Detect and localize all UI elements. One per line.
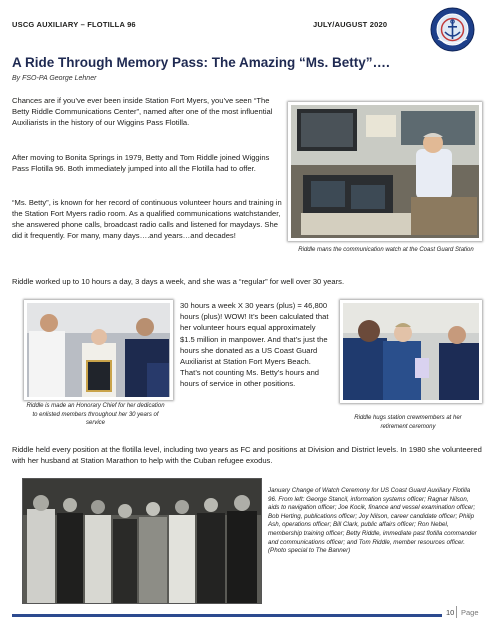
- photo-change-of-watch-group: [22, 478, 262, 604]
- photo-retirement-hug: [340, 300, 482, 403]
- footer-page-label: Page: [461, 608, 479, 617]
- footer-rule: [12, 614, 442, 617]
- article-paragraph-4: Riddle worked up to 10 hours a day, 3 days a week, and she was a “regular” for well over 30 years.: [12, 277, 345, 286]
- article-paragraph-6: Riddle held every position at the flotilla level, including two years as FC and positions at Division and District levels. In 1980 she volunteered with her husband at Station Marathon to help with the Cuban refugee exodus.: [12, 445, 482, 465]
- flotilla-seal-icon: [430, 7, 475, 52]
- photo-honorary-chief: [24, 300, 173, 400]
- caption-radio-room: Riddle mans the communication watch at the Coast Guard Station: [298, 247, 474, 253]
- photo-radio-room: [288, 102, 482, 241]
- newsletter-header-left: USCG AUXILIARY – FLOTILLA 96: [12, 20, 136, 29]
- article-title: A Ride Through Memory Pass: The Amazing “Ms. Betty”….: [12, 55, 390, 70]
- caption-honorary-chief: Riddle is made an Honorary Chief for her dedication to enlisted members throughout her 30 years of service: [26, 403, 165, 426]
- article-paragraph-3: “Ms. Betty”, is known for her record of continuous volunteer hours and training in the Station Fort Myers radio room. As a qualified communications watchstander, she answered phone calls, broadcast radio calls and listened for maydays. She did it frequently. For many, many days….and years…and decades!: [12, 198, 282, 240]
- footer-page-number: 10: [446, 608, 455, 617]
- footer-divider: [456, 606, 457, 618]
- article-paragraph-1: Chances are if you’ve ever been inside Station Fort Myers, you’ve seen “The Betty Riddle Communications Center”, named after one of the most influential Auxiliarists in the history of our Wiggins Pass Flotilla.: [12, 96, 273, 127]
- article-paragraph-2: After moving to Bonita Springs in 1979, Betty and Tom Riddle joined Wiggins Pass Flotilla 96. Both immediately jumped into all the Flotilla had to offer.: [12, 153, 270, 173]
- newsletter-header-date: JULY/AUGUST 2020: [313, 20, 388, 29]
- caption-retirement-hug: Riddle hugs station crewmembers at her retirement ceremony: [354, 415, 462, 430]
- caption-change-of-watch-group: January Change of Watch Ceremony for US Coast Guard Auxiliary Flotilla 96. From left: George Stancil, information systems officer; Ragnar Nilson, aids to navigation officer; Joe Kocik, finance and vessel examination officer; Bob Herting, publications officer; Joy Nilson, career candidate officer; Philip Ash, operations officer; Bill Clark, public affairs officer; Ron Nebel, membership training officer; Betty Riddle, immediate past flotilla commander and communications officer; and Tom Riddle, member resources officer. (Photo special to The Banner): [268, 487, 477, 555]
- article-paragraph-5: 30 hours a week X 30 years (plus) = 46,800 hours (plus)! WOW! It’s been calculated that her volunteer hours equal approximately $1.5 million in manpower. And that’s just the hours she donated as a US Coast Guard Auxiliarist at Station Fort Myers Beach. That’s not counting Ms. Betty’s hours and hours of service in other positions.: [180, 301, 329, 389]
- article-byline: By FSO-PA George Lehner: [12, 75, 97, 82]
